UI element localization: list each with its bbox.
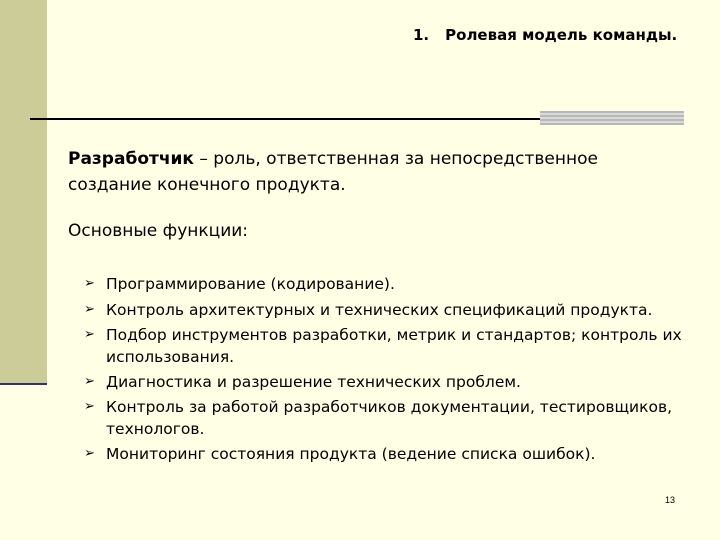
- list-item-text: Программирование (кодирование).: [106, 275, 395, 293]
- page-number: 13: [665, 495, 676, 505]
- list-item: [84, 324, 689, 368]
- intro-paragraph: [68, 146, 678, 198]
- arrow-bullet-icon: ➢: [84, 302, 95, 317]
- arrow-bullet-icon: ➢: [84, 446, 95, 461]
- list-item: [84, 396, 689, 440]
- list-item: [84, 273, 689, 295]
- intro-definition: – роль, ответственная за непосредственное создание конечного продукта.: [68, 149, 598, 195]
- arrow-bullet-icon: ➢: [84, 374, 95, 389]
- list-item-text: Контроль архитектурных и технических спецификаций продукта.: [106, 301, 653, 319]
- sidebar-decoration-bottom: [0, 118, 47, 383]
- arrow-bullet-icon: ➢: [84, 276, 95, 291]
- title-text: Ролевая модель команды.: [445, 26, 678, 44]
- list-item: [84, 299, 689, 321]
- sidebar-decoration-top: [0, 0, 47, 118]
- list-item-text: Диагностика и разрешение технических проблем.: [106, 373, 521, 391]
- functions-heading: Основные функции:: [68, 221, 249, 241]
- list-item-text: Подбор инструментов разработки, метрик и стандартов; контроль их использования.: [106, 326, 682, 366]
- list-item: [84, 371, 689, 393]
- header-striped-bar: [540, 111, 684, 125]
- list-item: [84, 443, 689, 465]
- title-number: 1.: [413, 26, 430, 44]
- intro-term: Разработчик: [68, 149, 194, 169]
- arrow-bullet-icon: ➢: [84, 399, 95, 414]
- sidebar-accent-line: [0, 383, 47, 385]
- slide-title: [413, 26, 677, 44]
- arrow-bullet-icon: ➢: [84, 327, 95, 342]
- functions-list: [84, 273, 689, 468]
- list-item-text: Контроль за работой разработчиков документации, тестировщиков, технологов.: [106, 398, 673, 438]
- list-item-text: Мониторинг состояния продукта (ведение списка ошибок).: [106, 445, 596, 463]
